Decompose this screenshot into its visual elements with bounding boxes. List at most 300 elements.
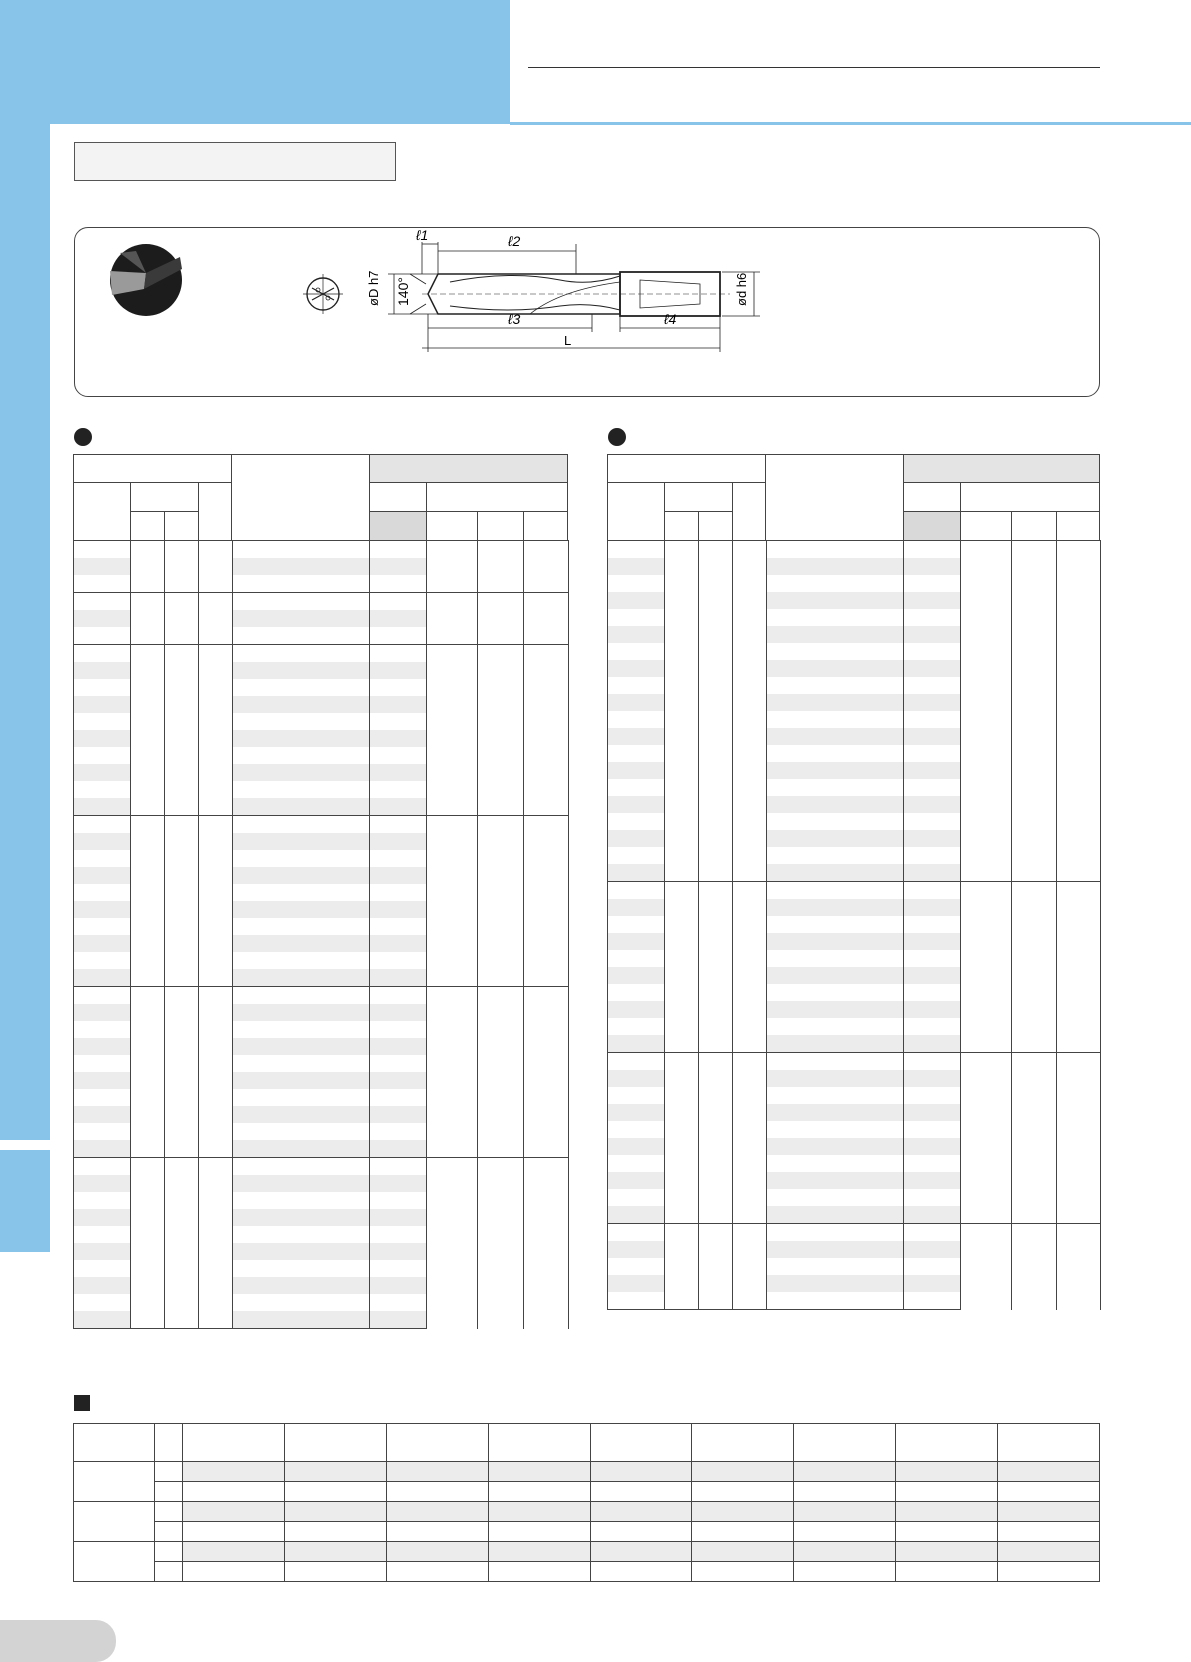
table-cell — [233, 1089, 370, 1106]
dim-angle-label: 140° — [395, 277, 411, 306]
table-cell — [608, 1172, 665, 1189]
table-cell — [74, 610, 131, 627]
table-cell — [524, 593, 569, 645]
table-cell — [767, 1258, 904, 1275]
table-cell — [370, 969, 427, 987]
table-cell — [183, 1542, 285, 1562]
table-cell — [165, 901, 199, 918]
table-cell — [74, 713, 131, 730]
table-cell — [131, 541, 165, 559]
header-cell — [73, 454, 232, 483]
table-cell — [74, 696, 131, 713]
table-cell — [165, 1158, 199, 1176]
table-cell — [699, 592, 733, 609]
table-cell — [131, 679, 165, 696]
table-cell — [165, 1123, 199, 1140]
table-cell — [733, 1241, 767, 1258]
table-cell — [370, 1175, 427, 1192]
table-cell — [699, 1292, 733, 1310]
table-cell — [370, 1226, 427, 1243]
header-cell — [692, 1424, 794, 1462]
table-cell — [608, 1087, 665, 1104]
table-cell — [165, 645, 199, 663]
table-cell — [665, 592, 699, 609]
table-cell — [131, 935, 165, 952]
table-cell — [199, 610, 233, 627]
table-cell — [370, 713, 427, 730]
table-cell — [74, 764, 131, 781]
table-cell — [488, 1522, 590, 1542]
table-cell — [767, 933, 904, 950]
table-cell — [665, 1087, 699, 1104]
table-cell — [904, 643, 961, 660]
table-cell — [767, 1070, 904, 1087]
table-cell — [199, 1140, 233, 1158]
table-cell — [74, 558, 131, 575]
table-cell — [1057, 882, 1101, 1053]
table-cell — [733, 1172, 767, 1189]
header-cell — [369, 482, 427, 512]
table-cell — [608, 864, 665, 882]
table-cell — [767, 694, 904, 711]
table-cell — [199, 1004, 233, 1021]
table-cell — [155, 1462, 183, 1482]
table-cell — [794, 1522, 896, 1542]
table-cell — [74, 1072, 131, 1089]
header-cell — [903, 511, 961, 541]
table-cell — [131, 952, 165, 969]
table-cell — [284, 1462, 386, 1482]
table-cell — [74, 1055, 131, 1072]
table-cell — [665, 575, 699, 592]
table-cell — [199, 850, 233, 867]
table-cell — [199, 1123, 233, 1140]
header-cell — [664, 511, 699, 541]
table-cell — [131, 1123, 165, 1140]
table-cell — [524, 987, 569, 1158]
table-cell — [427, 987, 478, 1158]
table-cell — [767, 1001, 904, 1018]
header-cell — [386, 1424, 488, 1462]
table-cell — [370, 798, 427, 816]
table-cell — [478, 987, 524, 1158]
table-cell — [74, 1192, 131, 1209]
table-cell — [608, 933, 665, 950]
table-cell — [233, 935, 370, 952]
table-cell — [904, 1155, 961, 1172]
table-cell — [733, 1189, 767, 1206]
table-cell — [904, 1018, 961, 1035]
table-cell — [665, 864, 699, 882]
table-cell — [998, 1482, 1100, 1502]
table-cell — [733, 1224, 767, 1242]
table-cell — [165, 833, 199, 850]
table-cell — [998, 1462, 1100, 1482]
table-cell — [370, 610, 427, 627]
table-cell — [608, 762, 665, 779]
table-cell — [767, 762, 904, 779]
table-cell — [608, 779, 665, 796]
table-cell — [665, 762, 699, 779]
header-cell — [164, 511, 199, 541]
table-cell — [199, 696, 233, 713]
table-cell — [699, 541, 733, 559]
section-bullet-left — [74, 428, 92, 446]
dimension-lines — [388, 242, 760, 352]
table-cell — [904, 899, 961, 916]
table-cell — [904, 916, 961, 933]
table-cell — [733, 1275, 767, 1292]
table-cell — [767, 916, 904, 933]
table-cell — [131, 1192, 165, 1209]
table-cell — [767, 882, 904, 900]
table-cell — [488, 1482, 590, 1502]
table-cell — [699, 1206, 733, 1224]
table-cell — [699, 1121, 733, 1138]
table-cell — [199, 987, 233, 1005]
table-cell — [1057, 541, 1101, 882]
table-cell — [131, 1021, 165, 1038]
table-cell — [74, 1123, 131, 1140]
table-cell — [699, 882, 733, 900]
table-cell — [608, 1258, 665, 1275]
table-cell — [199, 781, 233, 798]
table-cell — [608, 830, 665, 847]
table-cell — [165, 969, 199, 987]
table-cell — [165, 1004, 199, 1021]
table-cell — [199, 627, 233, 645]
table-cell — [767, 1035, 904, 1053]
table-cell — [74, 901, 131, 918]
table-cell — [904, 575, 961, 592]
table-cell — [733, 1053, 767, 1071]
table-cell — [904, 813, 961, 830]
table-cell — [199, 918, 233, 935]
table-cell — [165, 679, 199, 696]
table-cell — [904, 950, 961, 967]
table-cell — [961, 1224, 1012, 1310]
right-spec-table — [607, 540, 1101, 1310]
table-cell — [665, 1172, 699, 1189]
table-cell — [699, 762, 733, 779]
table-cell — [665, 643, 699, 660]
table-cell — [165, 1089, 199, 1106]
table-cell — [665, 626, 699, 643]
table-cell — [733, 609, 767, 626]
table-cell — [767, 1292, 904, 1310]
table-cell — [998, 1502, 1100, 1522]
table-cell — [199, 1106, 233, 1123]
table-cell — [284, 1542, 386, 1562]
table-cell — [233, 696, 370, 713]
table-cell — [767, 728, 904, 745]
table-cell — [767, 609, 904, 626]
table-cell — [131, 696, 165, 713]
table-cell — [370, 935, 427, 952]
table-cell — [767, 1121, 904, 1138]
table-cell — [199, 867, 233, 884]
table-cell — [699, 779, 733, 796]
table-cell — [699, 728, 733, 745]
table-cell — [590, 1522, 692, 1542]
table-cell — [131, 558, 165, 575]
table-cell — [199, 1260, 233, 1277]
table-cell — [998, 1522, 1100, 1542]
table-cell — [608, 796, 665, 813]
table-cell — [370, 679, 427, 696]
table-cell — [74, 1209, 131, 1226]
table-cell — [233, 713, 370, 730]
table-cell — [199, 1158, 233, 1176]
dim-d-label: ød h6 — [734, 272, 749, 306]
table-cell — [904, 711, 961, 728]
table-cell — [733, 745, 767, 762]
table-cell — [524, 645, 569, 816]
table-cell — [131, 1209, 165, 1226]
table-cell — [699, 575, 733, 592]
table-cell — [386, 1502, 488, 1522]
table-cell — [165, 696, 199, 713]
table-cell — [904, 796, 961, 813]
table-cell — [370, 1209, 427, 1226]
drill-tip-photo — [106, 243, 186, 317]
table-cell — [233, 1140, 370, 1158]
table-cell — [74, 1004, 131, 1021]
header-cell — [607, 482, 665, 541]
header-cell — [488, 1424, 590, 1462]
table-cell — [233, 901, 370, 918]
table-cell — [370, 1311, 427, 1329]
table-cell — [904, 1104, 961, 1121]
table-cell — [767, 1275, 904, 1292]
table-cell — [478, 816, 524, 987]
table-cell — [165, 1209, 199, 1226]
table-cell — [488, 1462, 590, 1482]
table-cell — [767, 677, 904, 694]
table-cell — [767, 1172, 904, 1189]
header-band — [0, 0, 510, 124]
table-cell — [896, 1482, 998, 1502]
table-cell — [733, 728, 767, 745]
table-cell — [904, 609, 961, 626]
table-cell — [131, 1055, 165, 1072]
table-cell — [665, 660, 699, 677]
table-cell — [233, 541, 370, 559]
table-cell — [131, 1294, 165, 1311]
table-cell — [165, 1311, 199, 1329]
table-cell — [904, 1035, 961, 1053]
table-cell — [1012, 882, 1057, 1053]
table-cell — [199, 798, 233, 816]
table-cell — [733, 796, 767, 813]
table-cell — [665, 541, 699, 559]
table-cell — [131, 1089, 165, 1106]
table-cell — [233, 1175, 370, 1192]
table-cell — [165, 730, 199, 747]
table-cell — [904, 1292, 961, 1310]
header-cell — [284, 1424, 386, 1462]
table-row — [608, 1053, 1101, 1071]
table-cell — [733, 1155, 767, 1172]
table-cell — [131, 918, 165, 935]
table-cell — [386, 1522, 488, 1542]
table-cell — [665, 882, 699, 900]
table-cell — [896, 1562, 998, 1582]
cutting-conditions-table — [73, 1423, 1100, 1582]
table-cell — [767, 1241, 904, 1258]
table-cell — [904, 1138, 961, 1155]
table-cell — [733, 1138, 767, 1155]
table-cell — [608, 813, 665, 830]
table-cell — [665, 830, 699, 847]
header-cell — [130, 511, 165, 541]
table-cell — [370, 1158, 427, 1176]
table-cell — [370, 1055, 427, 1072]
table-cell — [74, 645, 131, 663]
table-cell — [699, 626, 733, 643]
table-cell — [74, 1158, 131, 1176]
table-cell — [165, 1260, 199, 1277]
table-cell — [478, 541, 524, 593]
table-cell — [131, 627, 165, 645]
table-cell — [74, 1106, 131, 1123]
table-cell — [199, 1175, 233, 1192]
table-cell — [699, 1241, 733, 1258]
table-cell — [665, 1053, 699, 1071]
table-cell — [386, 1482, 488, 1502]
table-cell — [478, 645, 524, 816]
table-cell — [427, 1158, 478, 1329]
table-cell — [131, 764, 165, 781]
table-cell — [665, 847, 699, 864]
table-cell — [165, 781, 199, 798]
table-cell — [665, 779, 699, 796]
table-cell — [131, 730, 165, 747]
table-cell — [74, 747, 131, 764]
table-cell — [370, 645, 427, 663]
table-cell — [199, 679, 233, 696]
table-cell — [896, 1462, 998, 1482]
table-cell — [165, 1106, 199, 1123]
table-cell — [733, 899, 767, 916]
table-cell — [904, 694, 961, 711]
table-cell — [665, 1206, 699, 1224]
title-rule — [528, 67, 1100, 68]
table-cell — [692, 1562, 794, 1582]
table-cell — [74, 1089, 131, 1106]
table-cell — [199, 833, 233, 850]
table-cell — [427, 645, 478, 816]
table-cell — [608, 677, 665, 694]
table-cell — [74, 798, 131, 816]
table-cell — [733, 677, 767, 694]
table-cell — [233, 558, 370, 575]
table-cell — [733, 779, 767, 796]
header-cell — [590, 1424, 692, 1462]
table-cell — [794, 1562, 896, 1582]
header-cell — [664, 482, 733, 512]
table-cell — [284, 1562, 386, 1582]
table-cell — [896, 1542, 998, 1562]
table-cell — [74, 884, 131, 901]
table-cell — [370, 558, 427, 575]
table-cell — [165, 764, 199, 781]
table-cell — [665, 1224, 699, 1242]
table-cell — [699, 1053, 733, 1071]
table-cell — [699, 916, 733, 933]
table-cell — [608, 541, 665, 559]
table-cell — [665, 1001, 699, 1018]
table-cell — [165, 850, 199, 867]
table-cell — [199, 730, 233, 747]
table-cell — [370, 1243, 427, 1260]
table-cell — [233, 1055, 370, 1072]
table-cell — [692, 1522, 794, 1542]
table-cell — [199, 558, 233, 575]
table-cell — [733, 592, 767, 609]
table-cell — [904, 541, 961, 559]
table-cell — [590, 1562, 692, 1582]
table-cell — [370, 593, 427, 611]
table-cell — [165, 610, 199, 627]
table-cell — [665, 1292, 699, 1310]
table-cell — [74, 867, 131, 884]
conditions-square-bullet — [74, 1395, 90, 1411]
table-cell — [699, 1172, 733, 1189]
table-cell — [904, 1224, 961, 1242]
table-cell — [699, 1138, 733, 1155]
table-cell — [233, 1311, 370, 1329]
table-cell — [699, 1224, 733, 1242]
table-cell — [904, 1189, 961, 1206]
table-cell — [904, 677, 961, 694]
table-cell — [699, 558, 733, 575]
table-cell — [488, 1502, 590, 1522]
table-cell — [74, 1462, 155, 1502]
table-cell — [233, 747, 370, 764]
table-cell — [767, 558, 904, 575]
header-cell — [794, 1424, 896, 1462]
table-cell — [199, 1021, 233, 1038]
table-cell — [733, 541, 767, 559]
header-cell — [960, 482, 1100, 512]
table-cell — [733, 1292, 767, 1310]
table-cell — [370, 1260, 427, 1277]
header-cell — [523, 511, 568, 541]
table-cell — [74, 1226, 131, 1243]
table-cell — [131, 867, 165, 884]
table-cell — [199, 1243, 233, 1260]
table-cell — [165, 1038, 199, 1055]
table-cell — [199, 575, 233, 593]
table-cell — [733, 1206, 767, 1224]
table-cell — [165, 1277, 199, 1294]
table-cell — [131, 1072, 165, 1089]
table-cell — [165, 1055, 199, 1072]
table-cell — [699, 830, 733, 847]
table-cell — [767, 1018, 904, 1035]
table-cell — [233, 1106, 370, 1123]
table-cell — [165, 1243, 199, 1260]
table-cell — [199, 662, 233, 679]
table-cell — [767, 899, 904, 916]
table-cell — [165, 747, 199, 764]
table-cell — [733, 1104, 767, 1121]
table-cell — [165, 918, 199, 935]
table-cell — [131, 575, 165, 593]
table-row — [74, 1522, 1100, 1542]
table-cell — [131, 987, 165, 1005]
